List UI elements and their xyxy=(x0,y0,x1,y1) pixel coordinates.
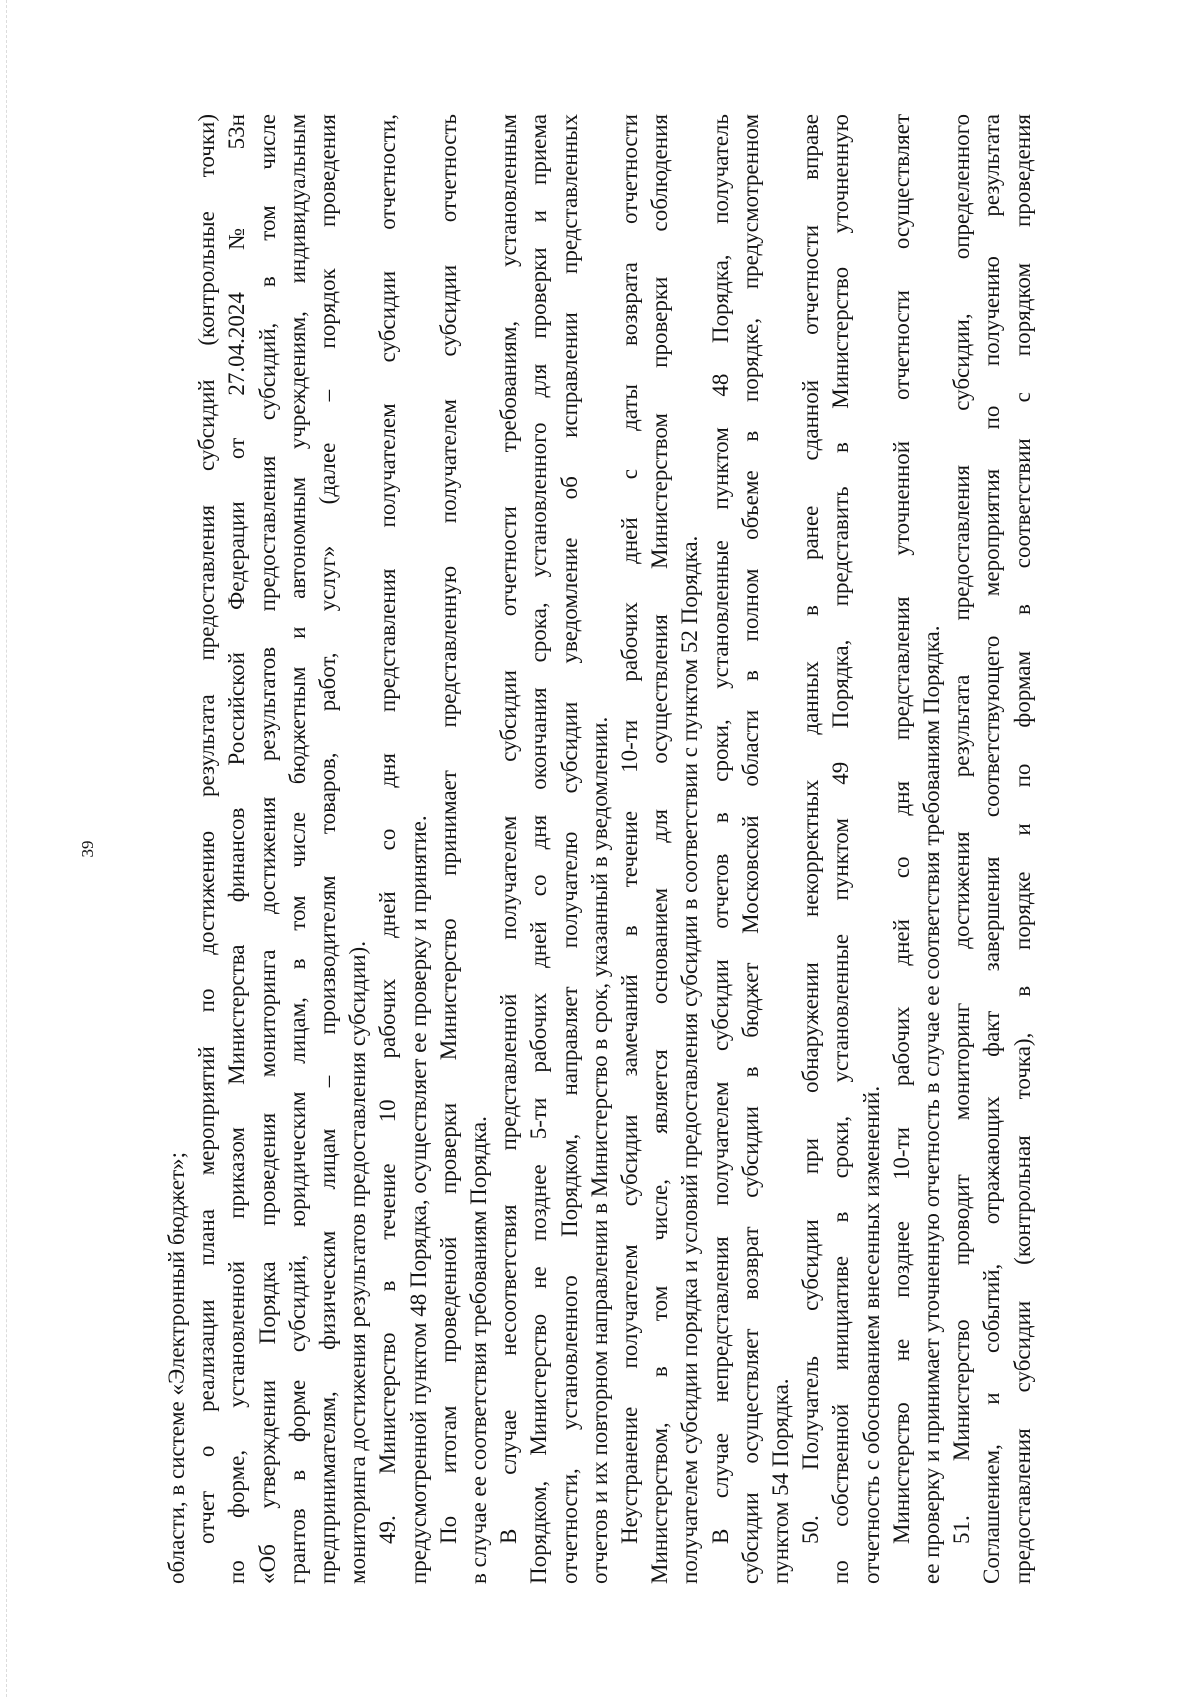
text-line: получателем субсидии порядка и условий предоставления субсидии в соответствии с пунктом 52 Порядка. xyxy=(677,535,703,1584)
scan-edge xyxy=(6,0,7,1697)
text-line: мониторинга достижения результатов предоставления субсидии). xyxy=(345,941,371,1584)
text-line: по собственной инициативе в сроки, установленные пунктом 49 Порядка, представить в Министерство уточненную xyxy=(828,114,854,1584)
text-line: Порядком, Министерство не позднее 5-ти рабочих дней со дня окончания срока, установленного для проверки и приема xyxy=(526,114,552,1584)
text-line: Министерством, в том числе, является основанием для осуществления Министерством проверки соблюдения xyxy=(647,114,673,1584)
text-line: По итогам проведенной проверки Министерство принимает представленную получателем субсидии отчетность xyxy=(435,114,461,1544)
text-line: Министерство не позднее 10-ти рабочих дней со дня представления уточненной отчетности осуществляет xyxy=(888,114,914,1544)
text-line: В случае непредставления получателем субсидии отчетов в сроки, установленные пунктом 48 Порядка, получатель xyxy=(707,114,733,1544)
text-line: пунктом 54 Порядка. xyxy=(768,1378,794,1584)
text-line: ее проверку и принимает уточненную отчетность в случае ее соответствия требованиям Порядка. xyxy=(919,625,945,1584)
text-line: по форме, установленной приказом Министерства финансов Российской Федерации от 27.04.2024 № 53н xyxy=(224,114,250,1584)
text-line: области, в системе «Электронный бюджет»; xyxy=(164,1151,190,1584)
text-line: предоставления субсидии (контрольная точка), в порядке и по формам в соответствии с порядком проведения xyxy=(1009,114,1035,1584)
text-line: отчетов и их повторном направлении в Министерство в срок, указанный в уведомлении. xyxy=(586,716,612,1584)
text-line: грантов в форме субсидий, юридическим лицам, в том числе бюджетным и автономным учреждениям, индивидуальным xyxy=(284,114,310,1584)
text-line: предусмотренной пунктом 48 Порядка, осуществляет ее проверку и принятие. xyxy=(405,815,431,1584)
text-line: Соглашением, и событий, отражающих факт завершения соответствующего мероприятия по получению результата xyxy=(979,114,1005,1584)
text-line: 50. Получатель субсидии при обнаружении некорректных данных в ранее сданной отчетности вправе xyxy=(798,114,824,1544)
text-line: субсидии осуществляет возврат субсидии в бюджет Московской области в полном объеме в порядке, предусмотренном xyxy=(737,114,763,1584)
text-line: отчет о реализации плана мероприятий по достижению результата предоставления субсидий (контрольные точки) xyxy=(194,114,220,1544)
text-line: отчетности, установленного Порядком, направляет получателю субсидии уведомление об исправлении представленных xyxy=(556,114,582,1584)
text-line: 51. Министерство проводит мониторинг достижения результата предоставления субсидии, определенного xyxy=(949,114,975,1544)
text-line: В случае несоответствия представленной получателем субсидии отчетности требованиям, установленным xyxy=(496,114,522,1544)
document-body xyxy=(162,114,1038,1584)
text-line: отчетность с обоснованием внесенных изменений. xyxy=(858,1085,884,1584)
text-line: предпринимателям, физическим лицам – производителям товаров, работ, услуг» (далее – порядок проведения xyxy=(315,114,341,1584)
text-line: 49. Министерство в течение 10 рабочих дней со дня представления получателем субсидии отчетности, xyxy=(375,114,401,1544)
text-line: «Об утверждении Порядка проведения мониторинга достижения результатов предоставления субсидий, в том числе xyxy=(254,114,280,1584)
text-line: в случае ее соответствия требованиям Порядка. xyxy=(466,1116,492,1584)
page-number: 39 xyxy=(78,840,97,858)
text-line: Неустранение получателем субсидии замечаний в течение 10-ти рабочих дней с даты возврата отчетности xyxy=(617,114,643,1544)
